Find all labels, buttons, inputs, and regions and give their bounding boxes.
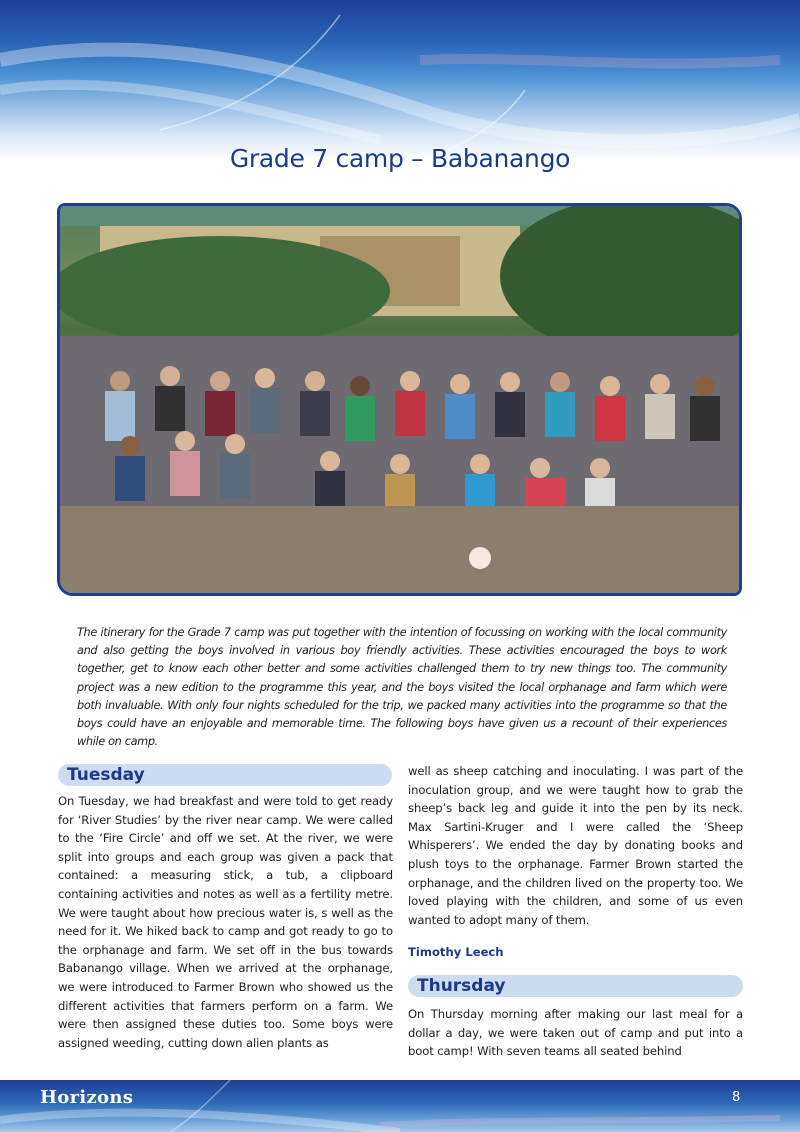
tuesday-body-left: On Tuesday, we had breakfast and were told to get ready for ‘River Studies’ by the river near camp. We were called to the ‘Fire Circle’ and off we set. At the river, we were split into groups and each group was given a pack that contained: a measuring stick, a tub, a clipboard containing activities and notes as well as a fertility metre. We were taught about how precious water is, s well as the need for it. We hiked back to camp and got ready to go to the orphanage and farm. We set off in the bus towards Babanango village. When we arrived at the orphanage, we were introduced to Farmer Brown who showed us the different activities that farmers perform on a farm. We were then assigned these duties too. Some boys were assigned weeding, cutting down alien plants as (58, 794, 393, 1050)
page-title: Grade 7 camp – Babanango (229, 144, 571, 173)
tuesday-body-right: well as sheep catching and inoculating. I was part of the inoculation group, and we were taught how to grab the sheep’s back leg and guide it into the pen by its neck. Max Sartini-Kruger and I were called the ‘Sheep Whisperers’. We ended the day by donating books and plush toys to the orphanage. Farmer Brown started the orphanage, and the children lived on the property too. We loved playing with the children, and some of us even wanted to adopt many of them. (408, 764, 743, 927)
thursday-body: On Thursday morning after making our last meal for a dollar a day, we were taken out of camp and put into a boot camp! With seven teams all seated behind (408, 1007, 743, 1059)
author-name: Timothy Leech (408, 945, 504, 959)
intro-paragraph: The itinerary for the Grade 7 camp was put together with the intention of focussing on working with the local community and also getting the boys involved in various boy friendly activities. These activities encouraged the boys to work together, get to know each other better and some activities challenged them to try new things too. The community project was a new edition to the programme this year, and the boys visited the local orphanage and farm which were both invaluable. With only four nights scheduled for the trip, we packed many activities into the programme so that the boys could have an enjoyable and memorable time. The following boys have given us a recount of their experiences while on camp. (77, 626, 727, 749)
sky-swoosh-decoration (0, 0, 800, 160)
group-photo-frame (57, 203, 742, 596)
section-heading-thursday: Thursday (408, 975, 743, 997)
section-heading-tuesday: Tuesday (58, 764, 392, 786)
photo-illustration (60, 206, 742, 596)
page-number: 8 (732, 1090, 741, 1105)
horizons-logo: Horizons (40, 1087, 134, 1108)
group-photo (60, 206, 739, 593)
header-banner (0, 0, 800, 160)
footer-banner (0, 1080, 800, 1132)
